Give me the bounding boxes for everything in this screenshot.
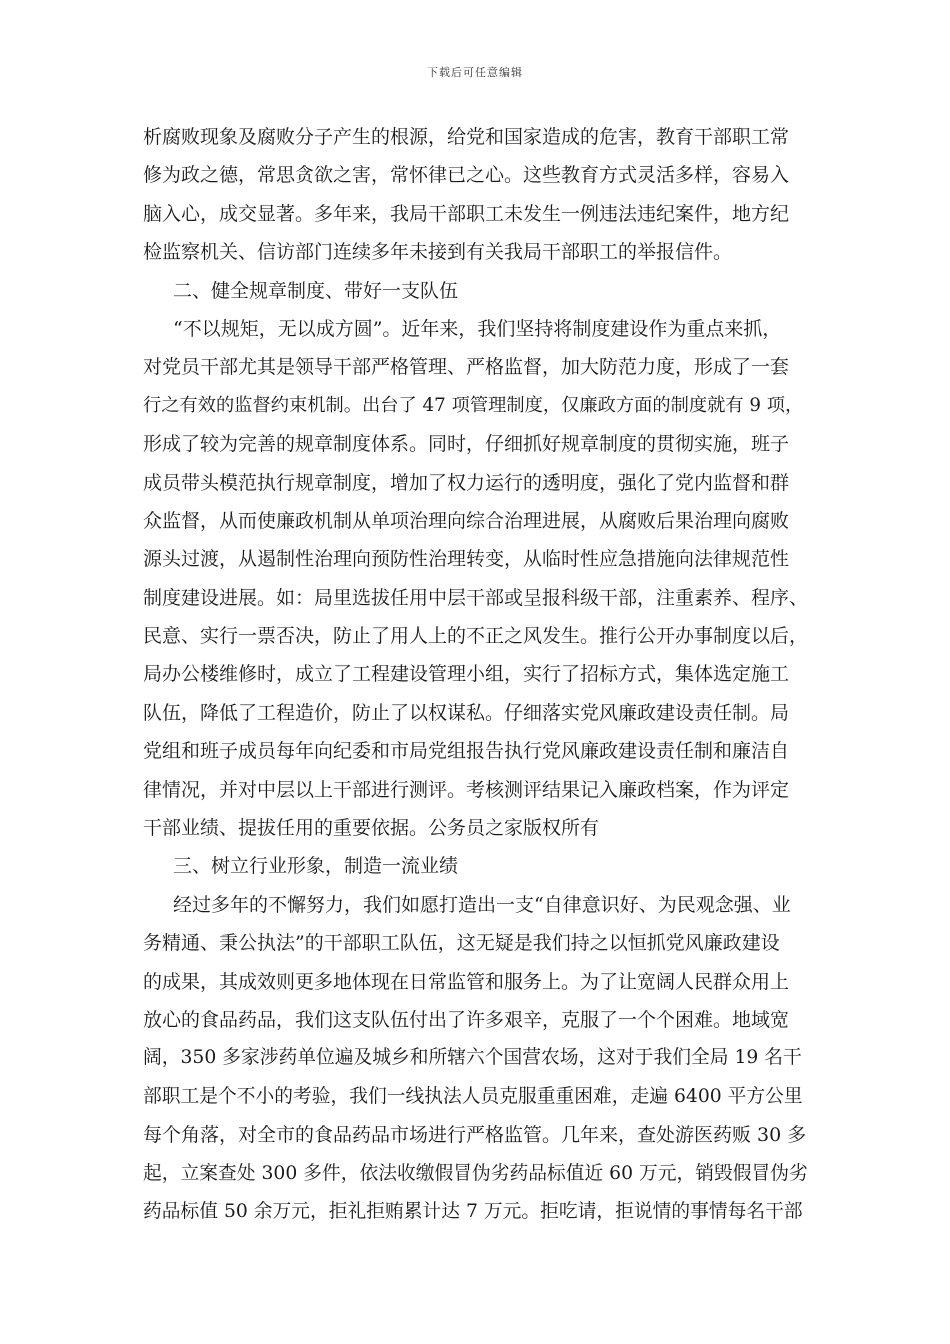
paragraph-line: 务精通、秉公执法”的干部职工队伍，这无疑是我们持之以恒抓党风廉政建设 xyxy=(143,932,780,955)
paragraph-line: 局办公楼维修时，成立了工程建设管理小组，实行了招标方式，集体选定施工 xyxy=(143,663,790,686)
paragraph-line: 阔，350 多家涉药单位遍及城乡和所辖六个国营农场，这对于我们全局 19 名干 xyxy=(143,1047,802,1069)
paragraph-line: 修为政之德，常思贪欲之害，常怀律已之心。这些教育方式灵活多样，容易入 xyxy=(143,164,790,187)
paragraph-line: 民意、实行一票否决，防止了用人上的不正之风发生。推行公开办事制度以后， xyxy=(143,625,809,648)
paragraph-first-line: “不以规矩，无以成方圆”。近年来，我们坚持将制度建设作为重点来抓， xyxy=(173,317,782,340)
paragraph-line: 析腐败现象及腐败分子产生的根源，给党和国家造成的危害，教育干部职工常 xyxy=(143,126,790,148)
paragraph-line: 党组和班子成员每年向纪委和市局党组报告执行党风廉政建设责任制和廉洁自 xyxy=(143,740,790,763)
paragraph-line: 脑入心，成交显著。多年来，我局干部职工未发生一例违法违纪案件，地方纪 xyxy=(143,202,790,225)
paragraph-first-line: 三、树立行业形象，制造一流业绩 xyxy=(173,855,459,878)
document-body xyxy=(143,118,808,1231)
paragraph-line: 源头过渡，从遏制性治理向预防性治理转变，从临时性应急措施向法律规范性 xyxy=(143,548,790,571)
paragraph-line: 队伍，降低了工程造价，防止了以权谋私。仔细落实党风廉政建设责任制。局 xyxy=(143,701,790,724)
paragraph-line: 部职工是个不小的考验，我们一线执法人员克服重重困难，走遍 6400 平方公里 xyxy=(143,1085,803,1107)
paragraph-line: 干部业绩、提拔任用的重要依据。公务员之家版权所有 xyxy=(143,817,600,840)
paragraph-line: 对党员干部尤其是领导干部严格管理、严格监督，加大防范力度，形成了一套 xyxy=(143,356,790,379)
page-header: 下载后可任意编辑 xyxy=(427,66,523,79)
paragraph-line: 形成了较为完善的规章制度体系。同时，仔细抓好规章制度的贯彻实施，班子 xyxy=(143,433,790,456)
paragraph-line: 行之有效的监督约束机制。出台了 47 项管理制度，仅廉政方面的制度就有 9 项， xyxy=(143,394,804,416)
paragraph-line: 成员带头模范执行规章制度，增加了权力运行的透明度，强化了党内监督和群 xyxy=(143,471,790,494)
paragraph-line: 药品标值 50 余万元，拒礼拒贿累计达 7 万元。拒吃请，拒说情的事情每名干部 xyxy=(143,1200,803,1222)
paragraph-line: 众监督，从而使廉政机制从单项治理向综合治理进展，从腐败后果治理向腐败 xyxy=(143,509,790,532)
paragraph-line: 制度建设进展。如：局里选拔任用中层干部或呈报科级干部，注重素养、程序、 xyxy=(143,586,809,609)
paragraph-line: 起，立案查处 300 多件，依法收缴假冒伪劣药品标值近 60 万元，销毁假冒伪劣 xyxy=(143,1162,808,1184)
paragraph-first-line: 经过多年的不懈努力，我们如愿打造出一支“自律意识好、为民观念强、业 xyxy=(173,893,791,916)
paragraph-first-line: 二、健全规章制度、带好一支队伍 xyxy=(173,279,459,302)
paragraph-line: 放心的食品药品，我们这支队伍付出了许多艰辛，克服了一个个困难。地域宽 xyxy=(143,1008,790,1031)
paragraph-line: 的成果，其成效则更多地体现在日常监管和服务上。为了让宽阔人民群众用上 xyxy=(143,970,790,993)
paragraph-line: 检监察机关、信访部门连续多年未接到有关我局干部职工的举报信件。 xyxy=(143,241,733,264)
paragraph-line: 每个角落，对全市的食品药品市场进行严格监管。几年来，查处游医药贩 30 多 xyxy=(143,1124,807,1147)
paragraph-line: 律情况，并对中层以上干部进行测评。考核测评结果记入廉政档案，作为评定 xyxy=(143,778,790,801)
